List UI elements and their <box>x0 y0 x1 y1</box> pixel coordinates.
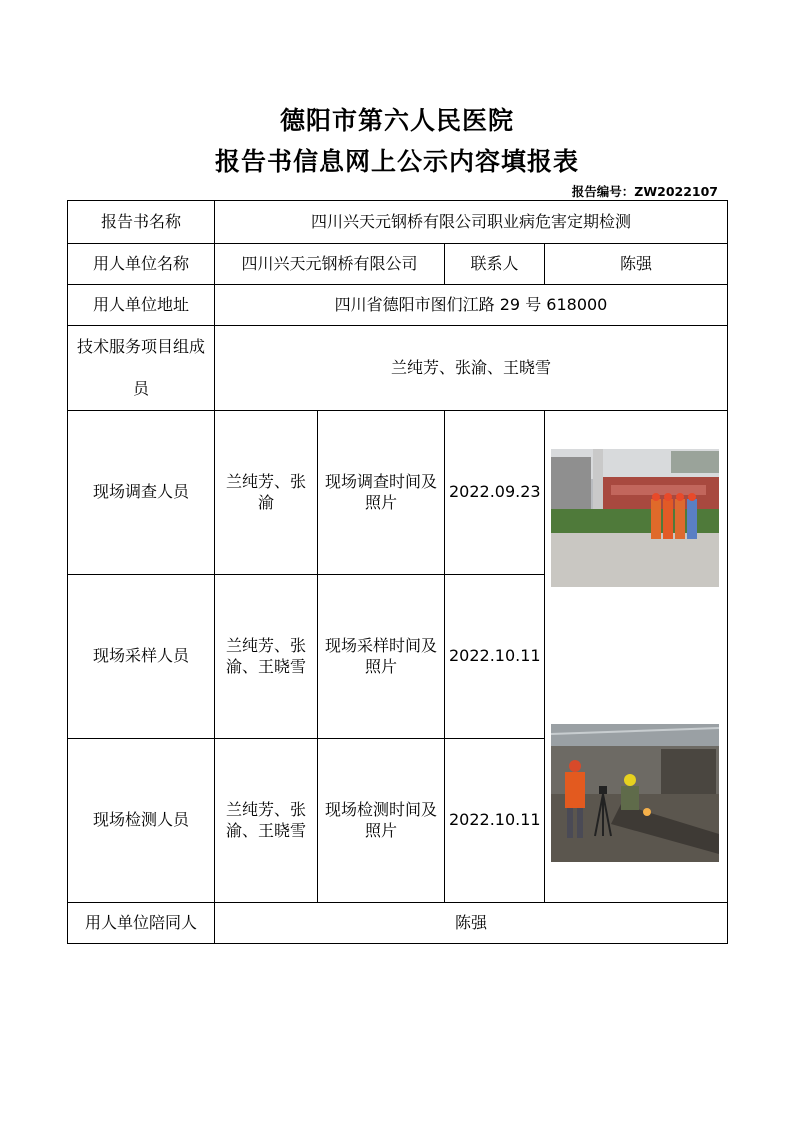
row-employer-address <box>68 285 728 326</box>
row-escort <box>68 903 728 944</box>
label-report-name: 报告书名称 <box>68 201 215 244</box>
document-title-line1: 德阳市第六人民医院 <box>279 106 514 135</box>
label-sampling-staff: 现场采样人员 <box>68 575 215 739</box>
survey-photo-image <box>551 449 719 587</box>
survey-photo <box>551 449 719 587</box>
photos-cell <box>545 411 728 903</box>
row-employer-name <box>68 244 728 285</box>
disclosure-form-table <box>67 200 728 944</box>
testing-photo <box>551 724 719 862</box>
label-team-members: 技术服务项目组成员 <box>68 326 215 411</box>
document-title-line2: 报告书信息网上公示内容填报表 <box>214 147 579 176</box>
value-testing-date: 2022.10.11 <box>445 739 545 903</box>
row-survey <box>68 411 728 575</box>
label-survey-staff: 现场调查人员 <box>68 411 215 575</box>
testing-photo-image <box>551 724 719 862</box>
value-report-name: 四川兴天元钢桥有限公司职业病危害定期检测 <box>215 201 728 244</box>
value-survey-staff: 兰纯芳、张渝 <box>215 411 318 575</box>
row-team-members <box>68 326 728 411</box>
value-team-members: 兰纯芳、张渝、王晓雪 <box>215 326 728 411</box>
value-survey-date: 2022.09.23 <box>445 411 545 575</box>
row-report-name <box>68 201 728 244</box>
report-number: 报告编号：ZW2022107 <box>571 184 718 199</box>
value-sampling-staff: 兰纯芳、张渝、王晓雪 <box>215 575 318 739</box>
label-employer-address: 用人单位地址 <box>68 285 215 326</box>
value-employer-name: 四川兴天元钢桥有限公司 <box>215 244 445 285</box>
label-sampling-time: 现场采样时间及照片 <box>318 575 445 739</box>
value-testing-staff: 兰纯芳、张渝、王晓雪 <box>215 739 318 903</box>
label-escort: 用人单位陪同人 <box>68 903 215 944</box>
value-contact: 陈强 <box>545 244 728 285</box>
label-testing-time: 现场检测时间及照片 <box>318 739 445 903</box>
label-contact: 联系人 <box>445 244 545 285</box>
label-survey-time: 现场调查时间及照片 <box>318 411 445 575</box>
value-escort: 陈强 <box>215 903 728 944</box>
label-testing-staff: 现场检测人员 <box>68 739 215 903</box>
label-employer-name: 用人单位名称 <box>68 244 215 285</box>
value-employer-address: 四川省德阳市图们江路 29 号 618000 <box>215 285 728 326</box>
value-sampling-date: 2022.10.11 <box>445 575 545 739</box>
